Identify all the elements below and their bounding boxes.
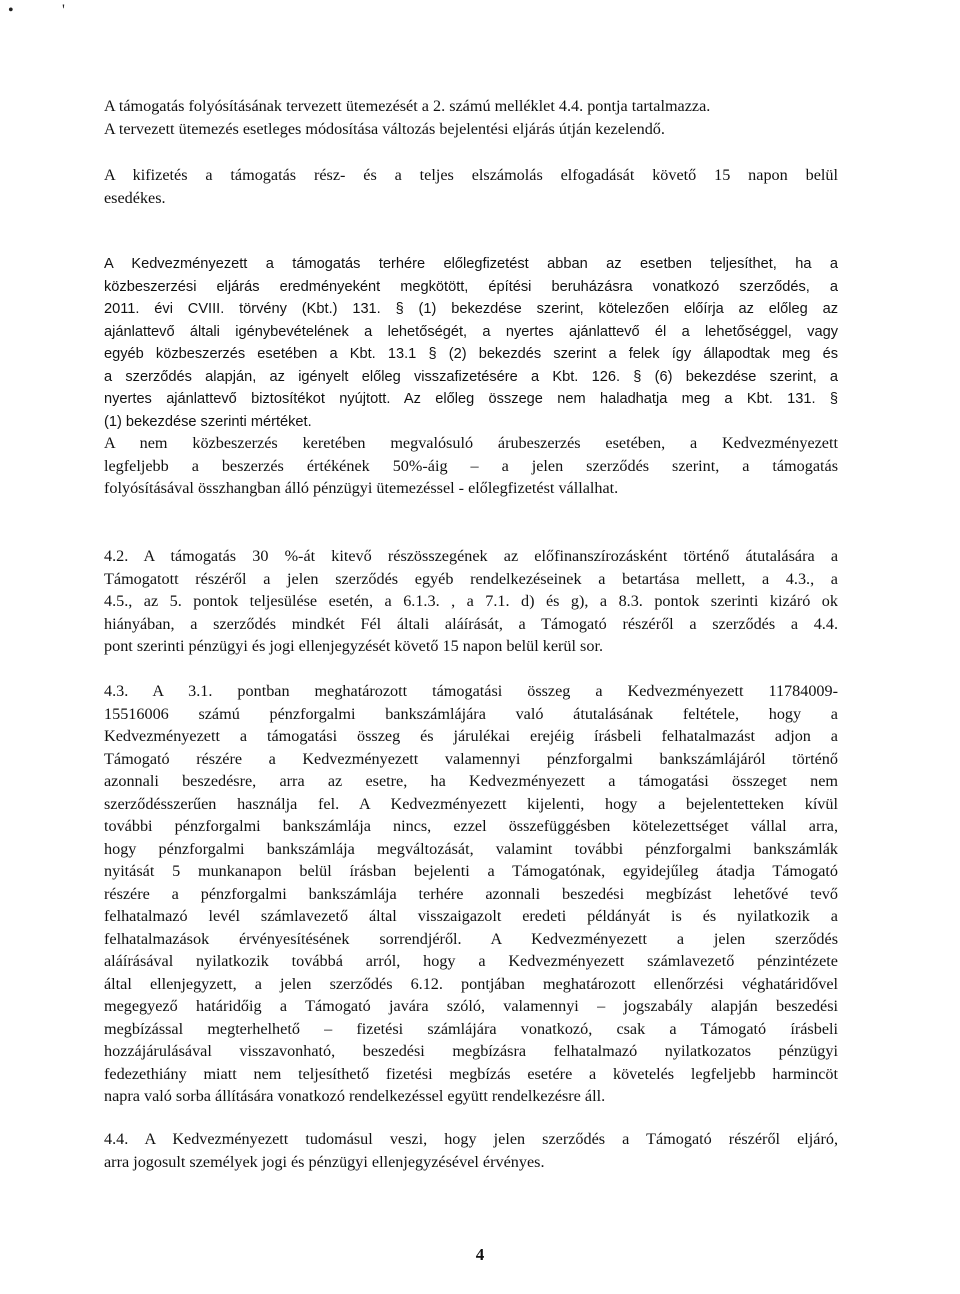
text-line: megbízással megterhelhető – fizetési számlájára vonatkozó, csak a Támogató írásbeli [104, 1019, 838, 1038]
text-line: szerződésszerűen használja fel. A Kedvezményezett kijelenti, hogy a bejelentetteken kívül [104, 794, 838, 813]
text-line: Támogatott részéről a jelen szerződés egyéb rendelkezéseinek a betartása mellett, a 4.3., a [104, 569, 838, 588]
text-line: egyéb közbeszerzés esetében a Kbt. 13.1 § (2) bekezdés szerint a felek így állapodtak meg és [104, 346, 838, 362]
text-line: folyósításával összhangban álló pénzügyi ütemezéssel - előlegfizetést vállalhat. [104, 479, 619, 497]
scan-dot-mark: • [8, 2, 14, 19]
text-line: ajánlattevő általi igénybevételének a lehetőségét, a nyertes ajánlattevő él a lehetőséggel, vagy [104, 323, 838, 340]
text-line: a szerződés alapján, az igényelt előleg visszafizetésére a Kbt. 126. § (6) bekezdése szerint, a [104, 368, 838, 385]
text-line: A támogatás folyósításának tervezett ütemezését a 2. számú melléklet 4.4. pontja tartalmazza. [104, 97, 711, 115]
paragraph-non-procurement-advance [104, 432, 838, 500]
text-line: napra való sorba állítására vonatkozó rendelkezéssel együtt rendelkezésre áll. [104, 1087, 606, 1105]
paragraph-disbursement-schedule [104, 95, 838, 140]
text-line: nyitását 5 munkanapon belül írásban bejelenti a Támogatónak, egyidejűleg átadja Támogató [104, 862, 838, 880]
paragraph-payment-due [104, 164, 838, 209]
paragraph-advance-payment [104, 253, 838, 433]
text-line: további pénzforgalmi bankszámlája nincs, ezzel összefüggésben kötelezettséget vállal arra, [104, 817, 838, 835]
text-line: nyertes ajánlattevő biztosítékot nyújtott. Az előleg összege nem haladhatja meg a Kbt. 131. § [104, 391, 838, 407]
text-line: közbeszerzési eljárás eredményeként megkötött, építési beruházásra vonatkozó szerződés, a [104, 278, 838, 295]
text-line: 2011. évi CVIII. törvény (Kbt.) 131. § (1) bekezdése szerint, kötelezően előírja az előleg az [104, 301, 838, 317]
text-line: (1) bekezdése szerinti mértéket. [104, 413, 312, 430]
text-line: A tervezett ütemezés esetleges módosítása változás bejelentési eljárás útján kezelendő. [104, 119, 665, 138]
paragraph-section-4-4 [104, 1128, 838, 1173]
text-line: által ellenjegyzett, a jelen szerződés 6.12. pontjában meghatározott ellenőrzési véghatáridővel [104, 974, 838, 993]
text-line: esedékes. [104, 188, 166, 207]
text-line: A Kedvezményezett a támogatás terhére előlegfizetést abban az esetben teljesíthet, ha a [104, 256, 838, 272]
text-line: arra jogosult személyek jogi és pénzügyi ellenjegyzésével érvényes. [104, 1152, 545, 1171]
text-line: azonnali beszedésre, arra az esetre, ha Kedvezményezett a támogatási összeget nem [104, 772, 838, 790]
text-line: hogy pénzforgalmi bankszámlája megváltozását, valamint további pénzforgalmi bankszámlák [104, 839, 838, 858]
text-line: aláírásával nyilatkozik továbbá arról, hogy a Kedvezményezett számlavezető pénzintézete [104, 952, 838, 970]
text-line: Támogató részére a Kedvezményezett valamennyi pénzforgalmi bankszámlájáról történő [104, 749, 838, 768]
paragraph-section-4-2 [104, 545, 838, 658]
paragraph-section-4-3 [104, 680, 838, 1108]
text-line: felhatalmazó levél számlavezető által visszaigazolt eredeti példányát is és nyilatkozik a [104, 907, 838, 925]
text-line: hiányában, a szerződés mindkét Fél általi aláírását, a Támogató részéről a szerződés a 4.4. [104, 614, 838, 633]
scan-tick-mark: ' [62, 2, 65, 19]
text-line: A nem közbeszerzés keretében megvalósuló árubeszerzés esetében, a Kedvezményezett [104, 434, 838, 452]
text-line: 4.3. A 3.1. pontban meghatározott támogatási összeg a Kedvezményezett 11784009- [104, 682, 838, 700]
text-line: 4.4. A Kedvezményezett tudomásul veszi, hogy jelen szerződés a Támogató részéről eljáró, [104, 1130, 838, 1148]
text-line: fedezethiány miatt nem teljesíthető fizetési megbízás esetére a követelés legfeljebb harmincöt [104, 1064, 838, 1083]
text-line: legfeljebb a beszerzés értékének 50%-áig – a jelen szerződés szerint, a támogatás [104, 456, 838, 475]
text-line: A kifizetés a támogatás rész- és a teljes elszámolás elfogadását követő 15 napon belül [104, 166, 838, 184]
text-line: részére a pénzforgalmi bankszámlája terhére azonnali beszedési megbízást lehetővé tevő [104, 884, 838, 903]
text-line: hozzájárulásával visszavonható, beszedési megbízásra felhatalmazó nyilatkozatos pénzügyi [104, 1042, 838, 1060]
text-line: pont szerinti pénzügyi és jogi ellenjegyzését követő 15 napon belül kerül sor. [104, 637, 603, 655]
text-line: megegyező határidőig a Támogató javára szóló, valamennyi – jogszabály alapján beszedési [104, 997, 838, 1015]
text-line: 4.2. A támogatás 30 %-át kitevő részösszegének az előfinanszírozásként történő átutalására a [104, 547, 838, 565]
text-line: 15516006 számú pénzforgalmi bankszámlájára való átutalásának feltétele, hogy a [104, 704, 838, 723]
page-number: 4 [475, 1245, 485, 1264]
text-line: 4.5., az 5. pontok teljesülése esetén, a 6.1.3. , a 7.1. d) és g), a 8.3. pontok szerinti kizáró ok [104, 592, 838, 610]
text-line: felhatalmazások érvényesítésének sorrendjéről. A Kedvezményezett a jelen szerződés [104, 929, 838, 948]
text-line: Kedvezményezett a támogatási összeg és járulékai erejéig írásbeli felhatalmazást adjon a [104, 727, 838, 745]
